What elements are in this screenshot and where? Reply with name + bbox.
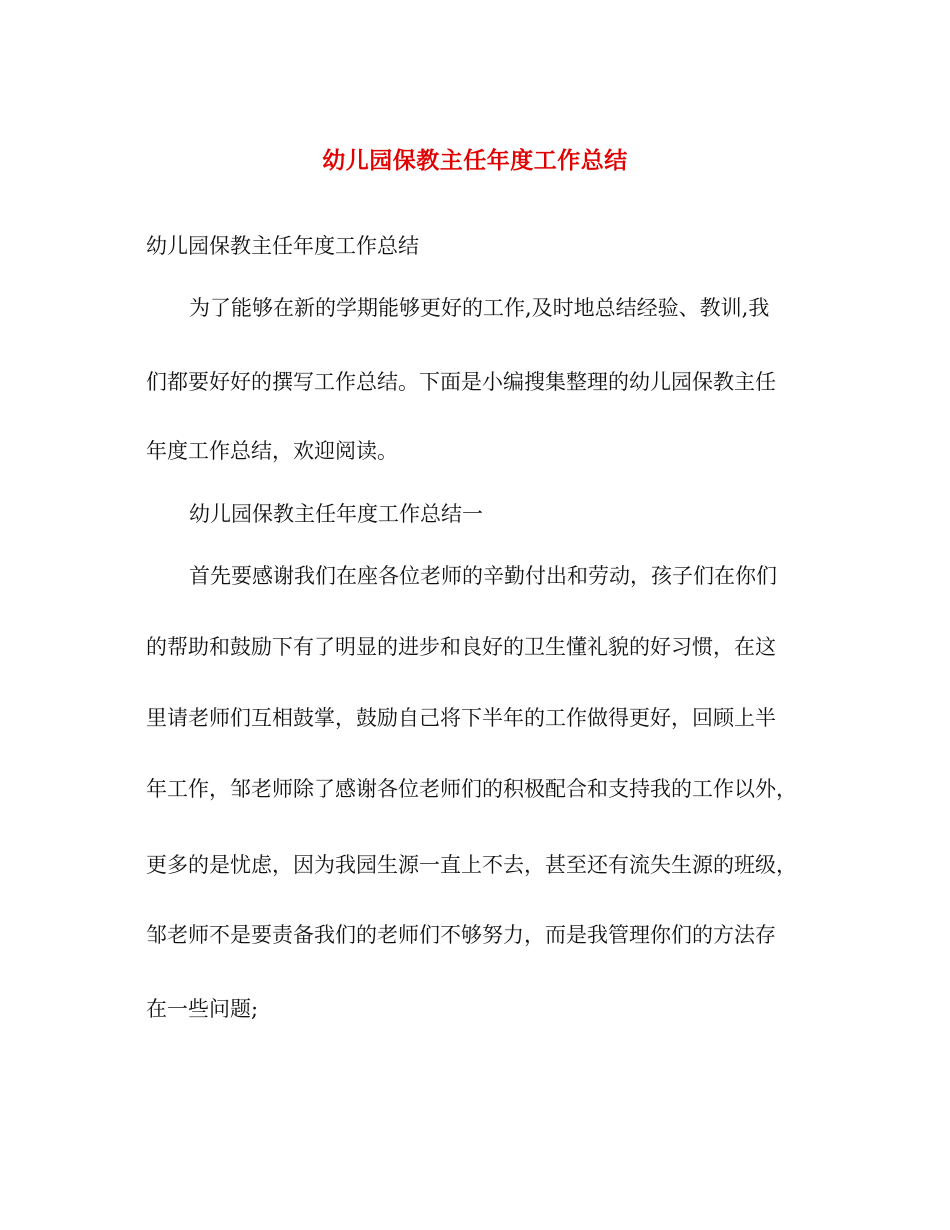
body-line-7: 在一些问题; xyxy=(146,997,259,1021)
document-title: 幼儿园保教主任年度工作总结 xyxy=(322,147,628,174)
intro-line-2: 们都要好好的撰写工作总结。下面是小编搜集整理的幼儿园保教主任 xyxy=(146,370,776,394)
intro-line-1: 为了能够在新的学期能够更好的工作,及时地总结经验、教训,我 xyxy=(189,296,770,320)
intro-line-3: 年度工作总结，欢迎阅读。 xyxy=(146,439,398,463)
body-line-2: 的帮助和鼓励下有了明显的进步和良好的卫生懂礼貌的好习惯，在这 xyxy=(146,635,776,659)
document-subtitle: 幼儿园保教主任年度工作总结 xyxy=(146,234,419,258)
section-heading: 幼儿园保教主任年度工作总结一 xyxy=(189,502,483,526)
body-line-3: 里请老师们互相鼓掌，鼓励自己将下半年的工作做得更好，回顾上半 xyxy=(146,706,776,730)
body-line-6: 邹老师不是要责备我们的老师们不够努力，而是我管理你们的方法存 xyxy=(146,923,776,947)
body-line-4: 年工作，邹老师除了感谢各位老师们的积极配合和支持我的工作以外， xyxy=(146,777,797,801)
body-line-5: 更多的是忧虑，因为我园生源一直上不去，甚至还有流失生源的班级， xyxy=(146,853,797,877)
body-line-1: 首先要感谢我们在座各位老师的辛勤付出和劳动，孩子们在你们 xyxy=(189,564,777,588)
